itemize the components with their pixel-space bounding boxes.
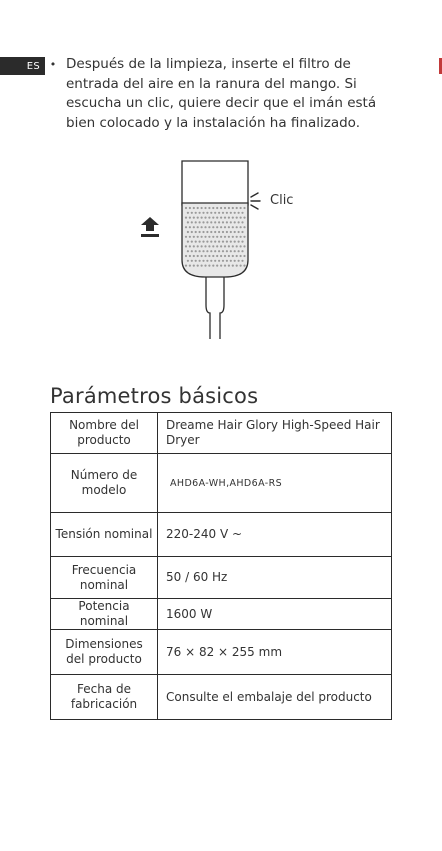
- param-value: Consulte el embalaje del producto: [158, 675, 392, 720]
- param-label: Tensión nominal: [51, 513, 158, 557]
- table-row: [51, 557, 392, 599]
- param-label: Número de modelo: [51, 454, 158, 513]
- power-cord: [206, 277, 224, 339]
- instruction-item: [48, 55, 393, 133]
- table-row: [51, 675, 392, 720]
- table-row: [51, 454, 392, 513]
- param-value: 220-240 V ~: [158, 513, 392, 557]
- language-tab: [0, 57, 45, 75]
- up-arrow-icon: [141, 217, 159, 237]
- table-row: [51, 413, 392, 454]
- dryer-handle: [182, 161, 248, 205]
- section-title: Parámetros básicos: [50, 384, 259, 409]
- dryer-filter-illustration: [130, 155, 330, 355]
- param-value: 50 / 60 Hz: [158, 557, 392, 599]
- param-value: Dreame Hair Glory High-Speed Hair Dryer: [158, 413, 392, 454]
- param-value: 1600 W: [158, 599, 392, 630]
- param-label: Frecuencia nominal: [51, 557, 158, 599]
- table-row: [51, 599, 392, 630]
- param-value: 76 × 82 × 255 mm: [158, 630, 392, 675]
- table-row: [51, 630, 392, 675]
- click-sound-icon: [251, 193, 260, 209]
- param-label: Potencia nominal: [51, 599, 158, 630]
- bullet-point: •: [49, 58, 57, 71]
- language-code: ES: [26, 60, 40, 72]
- instruction-text: Después de la limpieza, inserte el filtro de entrada del aire en la ranura del mango. Si escucha un clic, quiere decir que el imán está bien colocado y la instalación ha finalizado.: [66, 56, 377, 131]
- param-label: Nombre del producto: [51, 413, 158, 454]
- click-label: Clic: [270, 193, 294, 208]
- param-label: Fecha de fabricación: [51, 675, 158, 720]
- param-label: Dimensiones del producto: [51, 630, 158, 675]
- parameters-table: [50, 412, 392, 720]
- table-row: [51, 513, 392, 557]
- param-value: AHD6A-WH,AHD6A-RS: [158, 454, 392, 513]
- inlet-filter: [182, 203, 248, 277]
